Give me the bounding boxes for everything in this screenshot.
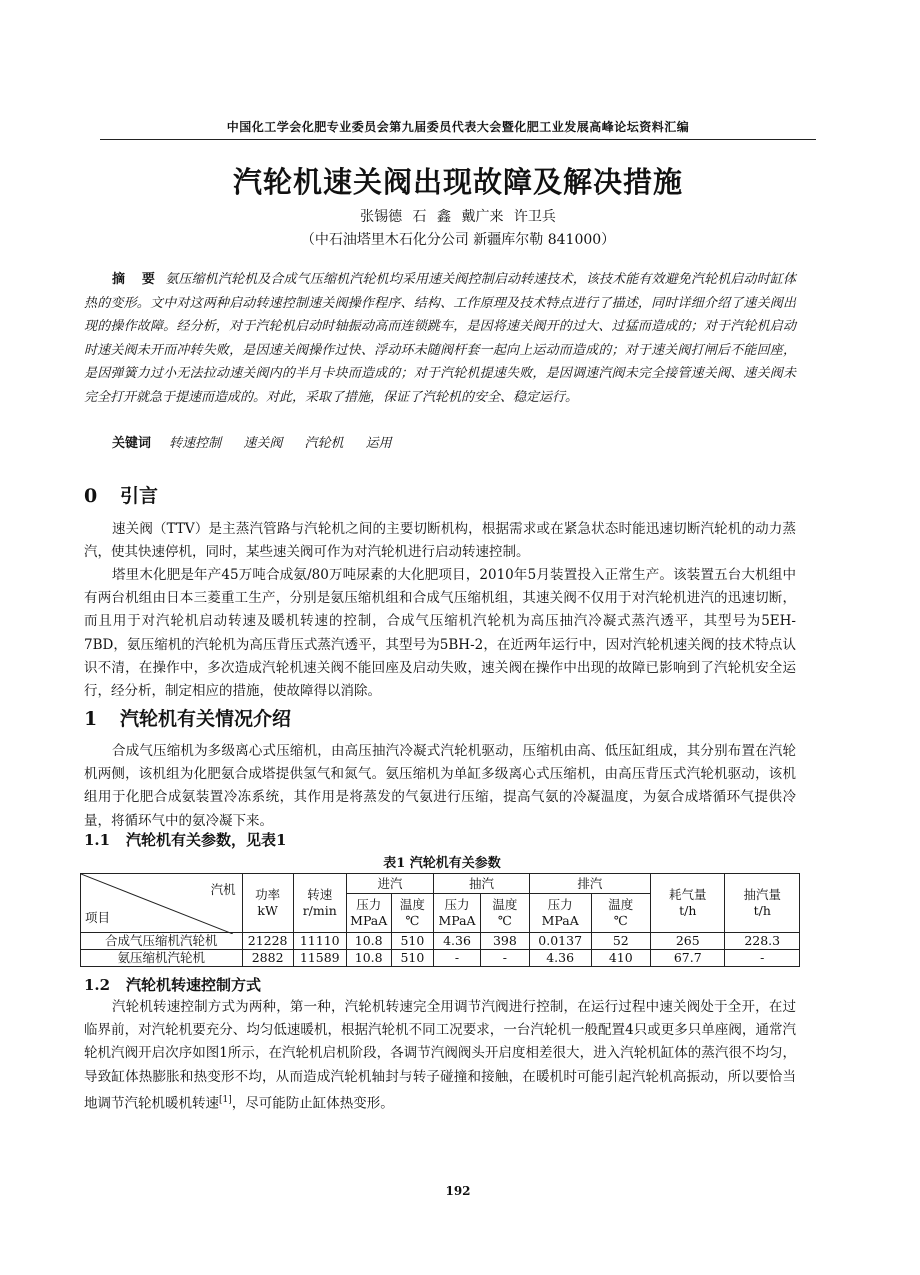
table-row [81,933,800,950]
section-1-2-heading [84,974,261,995]
cell-power: 21228 [242,933,293,950]
corner-top-label: 汽机 [210,882,236,897]
cell-inlet-pressure: 10.8 [346,933,391,950]
cell-steam-consumption: 265 [651,933,725,950]
paragraph-text: 汽轮机转速控制方式为两种，第一种，汽轮机转速完全用调节汽阀进行控制，在运行过程中速关阀处于全开，在过临界前，对汽轮机要充分、均匀低速暖机，根据汽轮机不同工况要求，一台汽轮机一般配置4只或更多只单座阀，通常汽轮机汽阀开启次序如图1所示，在汽轮机启机阶段，各调节汽阀阀头开启度相差很大，进入汽轮机缸体的蒸汽很不均匀，导致缸体热膨胀和热变形不均，从而造成汽轮机轴封与转子碰撞和接触，在暖机时可能引起汽轮机高振动，所以要恰当地调节汽轮机暖机转速 [84,999,796,1112]
section-title: 汽轮机有关情况介绍 [120,708,292,730]
cell-exhaust-pressure: 0.0137 [529,933,591,950]
paper-title: 汽轮机速关阀出现故障及解决措施 [232,165,683,199]
parameters-table [80,873,800,967]
keyword: 转速控制 [169,436,222,451]
header-power: 功率 kW [242,874,293,933]
section-1-paragraph-1: 合成气压缩机为多级离心式压缩机，由高压抽汽冷凝式汽轮机驱动，压缩机由高、低压缸组成，其分别布置在汽轮机两侧，该机组为化肥氨合成塔提供氢气和氮气。氨压缩机为单缸多级离心式压缩机，由高压背压式汽轮机驱动，该机组用于化肥合成氨装置冷冻系统，其作用是将蒸发的气氨进行压缩，提高气氨的冷凝温度，为氨合成塔循环气提供冷量，将循环气中的氨冷凝下来。 [84,743,796,829]
section-1-heading [84,704,291,731]
cell-exhaust-pressure: 4.36 [529,950,591,967]
section-1-1-heading [84,829,286,850]
keyword: 运用 [365,436,392,451]
header-inlet: 进汽 [346,874,433,894]
cell-speed: 11589 [293,950,346,967]
cell-extraction-amount: - [725,950,800,967]
section-0-paragraph-2: 塔里木化肥是年产45万吨合成氨/80万吨尿素的大化肥项目，2010年5月装置投入正常生产。该装置五台大机组中有两台机组由日本三菱重工生产，分别是氨压缩机组和合成气压缩机组，其速关阀不仅用于对汽轮机进汽的迅速切断，而且用于对汽轮机启动转速及暖机转速的控制，合成气压缩机汽轮机为高压抽汽冷凝式蒸汽透平，其型号为5EH-7BD，氨压缩机的汽轮机为高压背压式蒸汽透平，其型号为5BH-2，在近两年运行中，因对汽轮机速关阀的技术特点认识不清，在操作中，多次造成汽轮机速关阀不能回座及启动失败，速关阀在操作中出现的故障已影响到了汽轮机安全运行，经分析，制定相应的措施，使故障得以消除。 [84,567,796,700]
header-speed: 转速 r/min [293,874,346,933]
affiliation: （中石油塔里木石化分公司 新疆库尔勒 841000） [300,232,616,248]
subheader-pressure: 压力 MPaA [346,894,391,933]
section-number: 1.1 [84,831,111,849]
cell-exhaust-temp: 410 [591,950,651,967]
subheader-temperature: 温度 ℃ [480,894,529,933]
keywords [112,432,802,451]
cell-inlet-pressure: 10.8 [346,950,391,967]
cell-name: 氨压缩机汽轮机 [81,950,243,967]
subheader-temperature: 温度 ℃ [391,894,434,933]
section-0-paragraph-1: 速关阀（TTV）是主蒸汽管路与汽轮机之间的主要切断机构，根据需求或在紧急状态时能迅速切断汽轮机的动力蒸汽，使其快速停机，同时，某些速关阀可作为对汽轮机进行启动转速控制。 [84,521,796,561]
keyword: 汽轮机 [304,436,344,451]
table-caption: 表1 汽轮机有关参数 [383,856,501,871]
cell-speed: 11110 [293,933,346,950]
header-steam-consumption: 耗气量 t/h [651,874,725,933]
table-row [81,950,800,967]
section-number: 1.2 [84,976,111,994]
cell-power: 2882 [242,950,293,967]
subheader-pressure: 压力 MPaA [434,894,481,933]
header-exhaust: 排汽 [529,874,650,894]
subheader-pressure: 压力 MPaA [529,894,591,933]
abstract-text: 氨压缩机汽轮机及合成气压缩机汽轮机均采用速关阀控制启动转速技术，该技术能有效避免汽轮机启动时缸体热的变形。文中对这两种启动转速控制速关阀操作程序、结构、工作原理及技术特点进行了描述，同时详细介绍了速关阀出现的操作故障。经分析，对于汽轮机启动时轴振动高而连锁跳车，是因将速关阀开的过大、过猛而造成的；对于汽轮机启动时速关阀未开而冲转失败，是因速关阀操作过快、浮动环未随阀杆套一起向上运动而造成的；对于速关阀打闸后不能回座，是因弹簧力过小无法拉动速关阀内的半月卡块而造成的；对于汽轮机提速失败，是因调速汽阀未完全接管速关阀、速关阀未完全打开就急于提速而造成的。对此，采取了措施，保证了汽轮机的安全、稳定运行。 [84,272,796,405]
running-head: 中国化工学会化肥专业委员会第九届委员代表大会暨化肥工业发展高峰论坛资料汇编 [100,118,816,140]
cell-steam-consumption: 67.7 [651,950,725,967]
cell-inlet-temp: 510 [391,933,434,950]
section-1-2-paragraph-1 [84,996,796,1116]
section-title: 汽轮机有关参数，见表1 [126,831,287,849]
section-number: 0 [84,485,98,507]
subheader-temperature: 温度 ℃ [591,894,651,933]
section-number: 1 [84,708,98,730]
cell-extraction-amount: 228.3 [725,933,800,950]
table-corner-cell [81,874,243,933]
header-extraction: 抽汽 [434,874,530,894]
section-title: 汽轮机转速控制方式 [126,976,262,994]
cell-extract-temp: - [480,950,529,967]
section-title: 引言 [120,485,159,507]
cell-inlet-temp: 510 [391,950,434,967]
abstract [84,268,796,409]
corner-bottom-label: 项目 [85,910,111,925]
paragraph-text-tail: ，尽可能防止缸体热变形。 [231,1095,394,1112]
cell-extract-temp: 398 [480,933,529,950]
page-number: 192 [445,1184,471,1198]
authors: 张锡德 石 鑫 戴广来 许卫兵 [360,209,556,225]
abstract-label: 摘 要 [112,272,161,287]
cell-name: 合成气压缩机汽轮机 [81,933,243,950]
cell-extract-pressure: 4.36 [434,933,481,950]
header-extraction-amount: 抽汽量 t/h [725,874,800,933]
cell-extract-pressure: - [434,950,481,967]
keyword: 速关阀 [243,436,283,451]
section-0-heading [84,481,158,508]
cell-exhaust-temp: 52 [591,933,651,950]
citation-ref[interactable]: [1] [219,1094,232,1105]
keywords-label: 关键词 [112,436,152,451]
table-header-row [81,874,800,894]
